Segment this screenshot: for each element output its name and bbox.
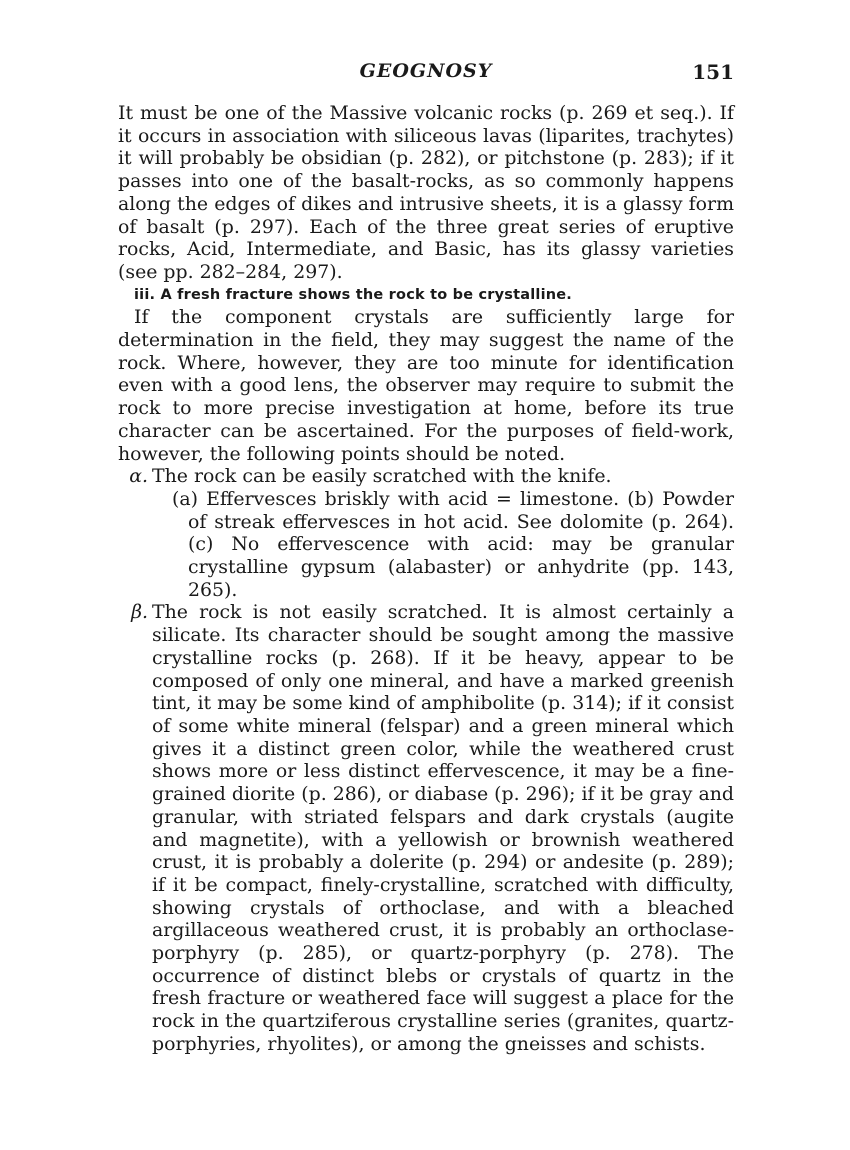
list-item-alpha — [118, 465, 734, 488]
list-item-alpha-text: The rock can be easily scratched with the knife. — [152, 465, 612, 488]
list-item-beta — [118, 601, 734, 1055]
list-marker-beta: β. — [131, 601, 148, 624]
page-number: 151 — [692, 60, 734, 84]
page-body — [118, 102, 734, 1056]
paragraph-crystalline: If the component crystals are sufficiently large for determination in the field, they may suggest the name of the rock. Where, however, they are too minute for identification even with a good lens, the observer may require to submit the rock to more precise investigation at home, before its true character can be ascertained. For the purposes of field-work, however, the following points should be noted. — [118, 306, 734, 465]
list-subitem-alpha — [118, 488, 734, 602]
page-header — [118, 60, 734, 90]
running-title: GEOGNOSY — [359, 60, 493, 82]
list-subitem-alpha-text: (a) Effervesces briskly with acid = limestone. (b) Powder of streak effervesces in hot acid. See dolomite (p. 264). (c) No effervescence with acid: may be granular crystalline gypsum (alabaster) or anhydrite (pp. 143, 265). — [172, 487, 734, 601]
paragraph-glassy-rocks: It must be one of the Massive volcanic rocks (p. 269 et seq.). If it occurs in association with siliceous lavas (liparites, trachytes) it will probably be obsidian (p. 282), or pitchstone (p. 283); if it passes into one of the basalt-rocks, as so commonly happens along the edges of dikes and intrusive sheets, it is a glassy form of basalt (p. 297). Each of the three great series of eruptive rocks, Acid, Intermediate, and Basic, has its glassy varieties (see pp. 282–284, 297). — [118, 102, 734, 283]
section-heading-iii: iii. A fresh fracture shows the rock to be crystalline. — [134, 286, 573, 303]
list-marker-alpha: α. — [129, 465, 148, 488]
list-item-beta-text: The rock is not easily scratched. It is almost certainly a silicate. Its character should be sought among the massive crystalline rocks (p. 268). If it be heavy, appear to be composed of only one mineral, and have a marked greenish tint, it may be some kind of amphibolite (p. 314); if it consist of some white mineral (felspar) and a green mineral which gives it a distinct green color, while the weathered crust shows more or less distinct effervescence, it may be a fine-grained diorite (p. 286), or diabase (p. 296); if it be gray and granular, with striated felspars and dark crystals (augite and magnetite), with a yellowish or brownish weathered crust, it is probably a dolerite (p. 294) or andesite (p. 289); if it be compact, finely-crystalline, scratched with difficulty, showing crystals of orthoclase, and with a bleached argillaceous weathered crust, it is probably an orthoclase-porphyry (p. 285), or quartz-porphyry (p. 278). The occurrence of distinct blebs or crystals of quartz in the fresh fracture or weathered face will suggest a place for the rock in the quartziferous crystalline series (granites, quartz-porphyries, rhyolites), or among the gneisses and schists. — [152, 601, 734, 1055]
